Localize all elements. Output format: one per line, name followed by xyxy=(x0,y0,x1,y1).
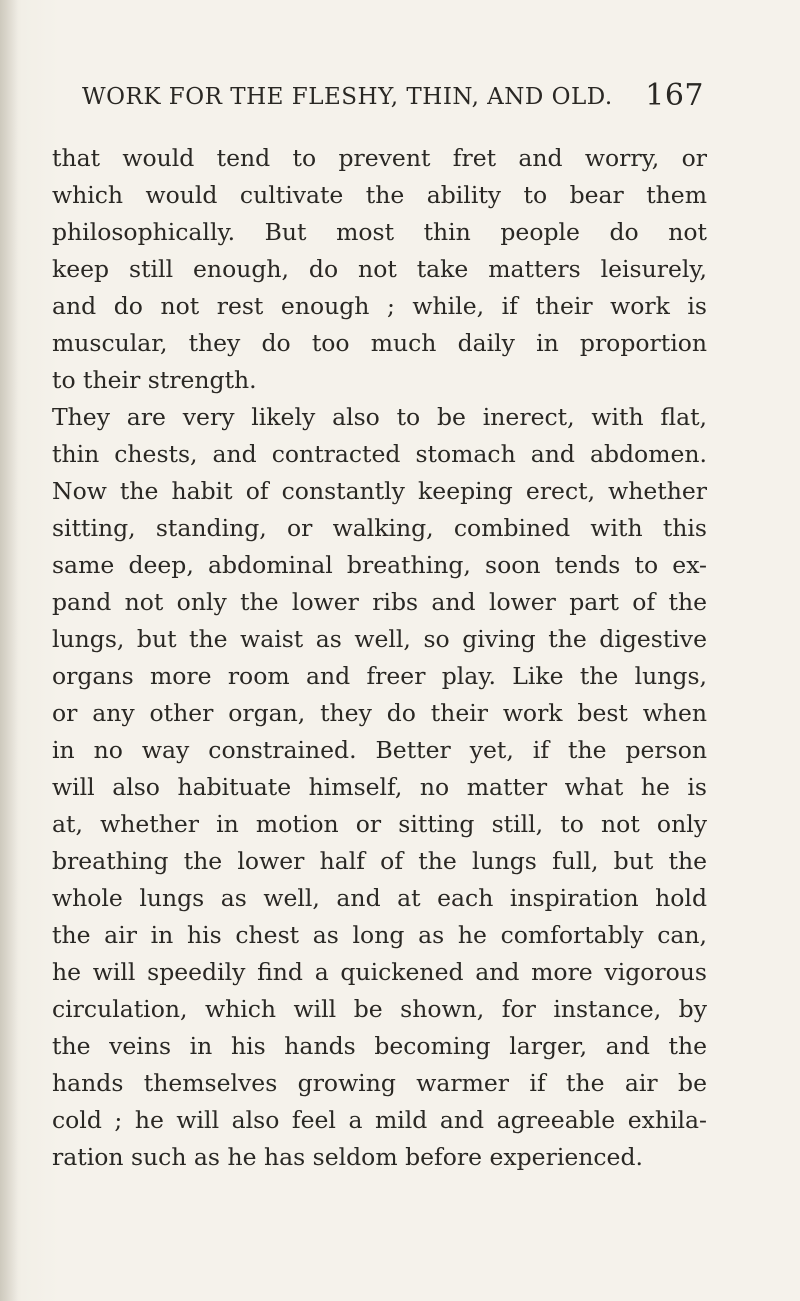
text-line: and do not rest enough ; while, if their work is xyxy=(52,292,707,320)
text-line: muscular, they do too much daily in proportion xyxy=(52,329,707,357)
text-line: that would tend to prevent fret and worry, or xyxy=(52,144,707,172)
text-line: sitting, standing, or walking, combined with this xyxy=(52,514,707,542)
running-head-title: WORK FOR THE FLESHY, THIN, AND OLD. xyxy=(82,84,613,110)
text-line: thin chests, and contracted stomach and abdomen. xyxy=(52,440,707,468)
text-line: lungs, but the waist as well, so giving the digestive xyxy=(52,625,707,653)
text-line: the air in his chest as long as he comfortably can, xyxy=(52,921,707,949)
text-line: in no way constrained. Better yet, if the person xyxy=(52,736,707,764)
text-line: hands themselves growing warmer if the air be xyxy=(52,1069,707,1097)
text-line: organs more room and freer play. Like the lungs, xyxy=(52,662,707,690)
text-line: cold ; he will also feel a mild and agreeable exhila- xyxy=(52,1106,707,1134)
text-line: which would cultivate the ability to bear them xyxy=(52,181,707,209)
text-line: at, whether in motion or sitting still, to not only xyxy=(52,810,707,838)
text-line: philosophically. But most thin people do not xyxy=(52,218,707,246)
text-line: Now the habit of constantly keeping erect, whether xyxy=(52,477,707,505)
text-line: he will speedily find a quickened and more vigorous xyxy=(52,958,707,986)
text-line: pand not only the lower ribs and lower part of the xyxy=(52,588,707,616)
text-line: ration such as he has seldom before experienced. xyxy=(52,1143,643,1171)
text-line: whole lungs as well, and at each inspiration hold xyxy=(52,884,707,912)
body-text xyxy=(52,140,707,1176)
page-number: 167 xyxy=(645,78,704,113)
text-line: the veins in his hands becoming larger, and the xyxy=(52,1032,707,1060)
text-line: breathing the lower half of the lungs full, but the xyxy=(52,847,707,875)
text-line: They are very likely also to be inerect, with flat, xyxy=(52,403,707,431)
gutter-shadow xyxy=(0,0,18,1301)
text-line: same deep, abdominal breathing, soon tends to ex- xyxy=(52,551,707,579)
text-line: keep still enough, do not take matters leisurely, xyxy=(52,255,707,283)
text-line: or any other organ, they do their work best when xyxy=(52,699,707,727)
text-line: will also habituate himself, no matter what he is xyxy=(52,773,707,801)
text-line: circulation, which will be shown, for instance, by xyxy=(52,995,707,1023)
text-line: to their strength. xyxy=(52,366,257,394)
